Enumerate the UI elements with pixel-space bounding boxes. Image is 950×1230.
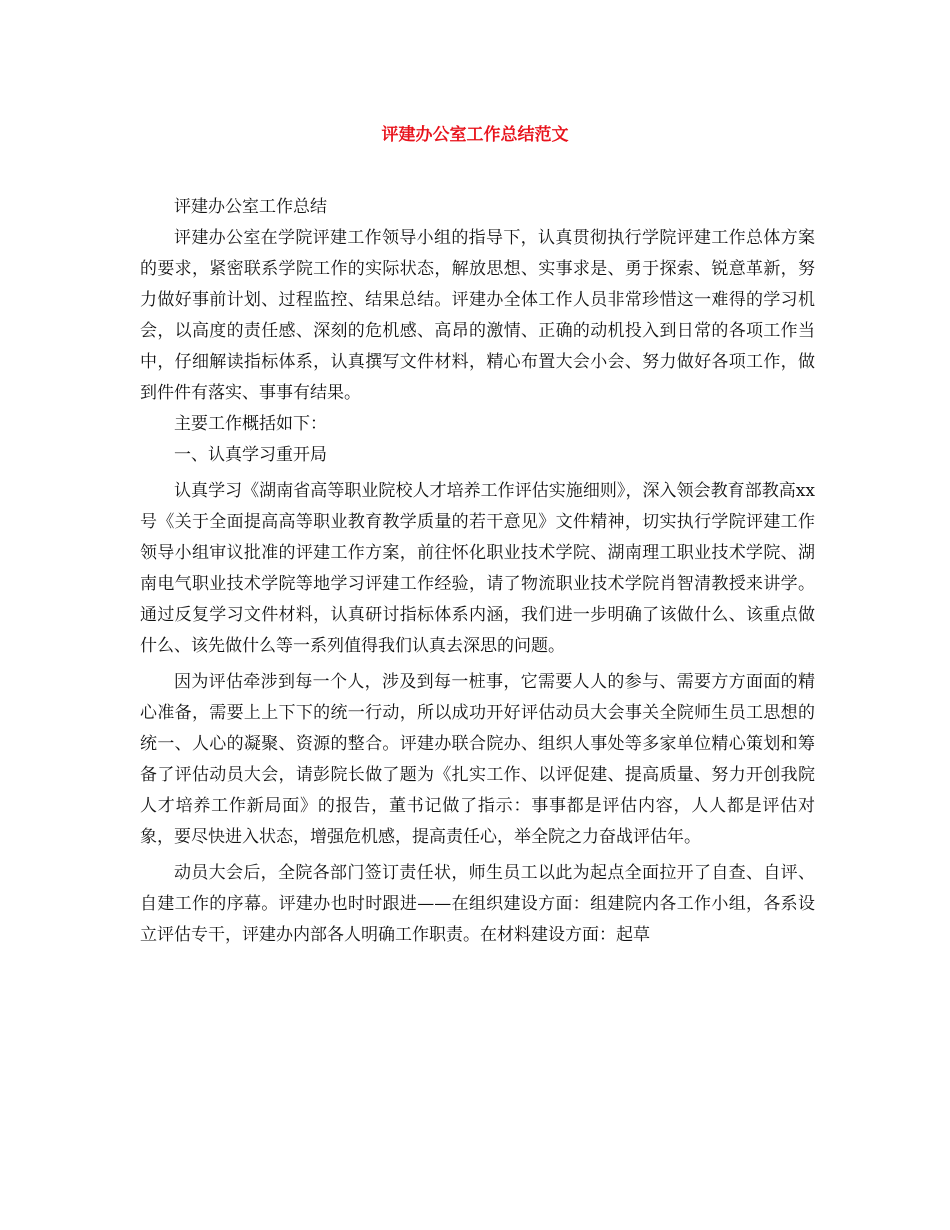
section-heading: 评建办公室工作总结	[174, 197, 327, 217]
document-title: 评建办公室工作总结范文	[381, 125, 569, 145]
study-paragraph: 认真学习《湖南省高等职业院校人才培养工作评估实施细则》，深入领会教育部教高xx号《关于全面提高高等职业教育教学质量的若干意见》文件精神，切实执行学院评建工作领导小组审议批准的评建工作方案，前往怀化职业技术学院、湖南理工职业技术学院、湖南电气职业技术学院等地学习评建工作经验，请了物流职业技术学院肖智清教授来讲学。通过反复学习文件材料，认真研讨指标体系内涵，我们进一步明确了该做什么、该重点做什么、该先做什么等一系列值得我们认真去深思的问题。	[140, 481, 815, 656]
intro-paragraph: 评建办公室在学院评建工作领导小组的指导下，认真贯彻执行学院评建工作总体方案的要求，紧密联系学院工作的实际状态，解放思想、实事求是、勇于探索、锐意革新，努力做好事前计划、过程监控、结果总结。评建办全体工作人员非常珍惜这一难得的学习机会，以高度的责任感、深刻的危机感、高昂的激情、正确的动机投入到日常的各项工作当中，仔细解读指标体系，认真撰写文件材料，精心布置大会小会、努力做好各项工作，做到件件有落实、事事有结果。	[140, 228, 815, 403]
summary-lead: 主要工作概括如下：	[174, 414, 327, 434]
subsection-heading: 一、认真学习重开局	[174, 445, 327, 465]
mobilization-paragraph: 因为评估牵涉到每一个人，涉及到每一桩事，它需要人人的参与、需要方方面面的精心准备，需要上上下下的统一行动，所以成功开好评估动员大会事关全院师生员工思想的统一、人心的凝聚、资源的整合。评建办联合院办、组织人事处等多家单位精心策划和筹备了评估动员大会，请彭院长做了题为《扎实工作、以评促建、提高质量、努力开创我院人才培养工作新局面》的报告，董书记做了指示：事事都是评估内容，人人都是评估对象，要尽快进入状态，增强危机感，提高责任心，举全院之力奋战评估年。	[140, 672, 815, 847]
followup-paragraph: 动员大会后，全院各部门签订责任状，师生员工以此为起点全面拉开了自查、自评、自建工作的序幕。评建办也时时跟进——在组织建设方面：组建院内各工作小组，各系设立评估专干，评建办内部各人明确工作职责。在材料建设方面：起草	[140, 863, 815, 945]
document-body	[140, 192, 815, 951]
